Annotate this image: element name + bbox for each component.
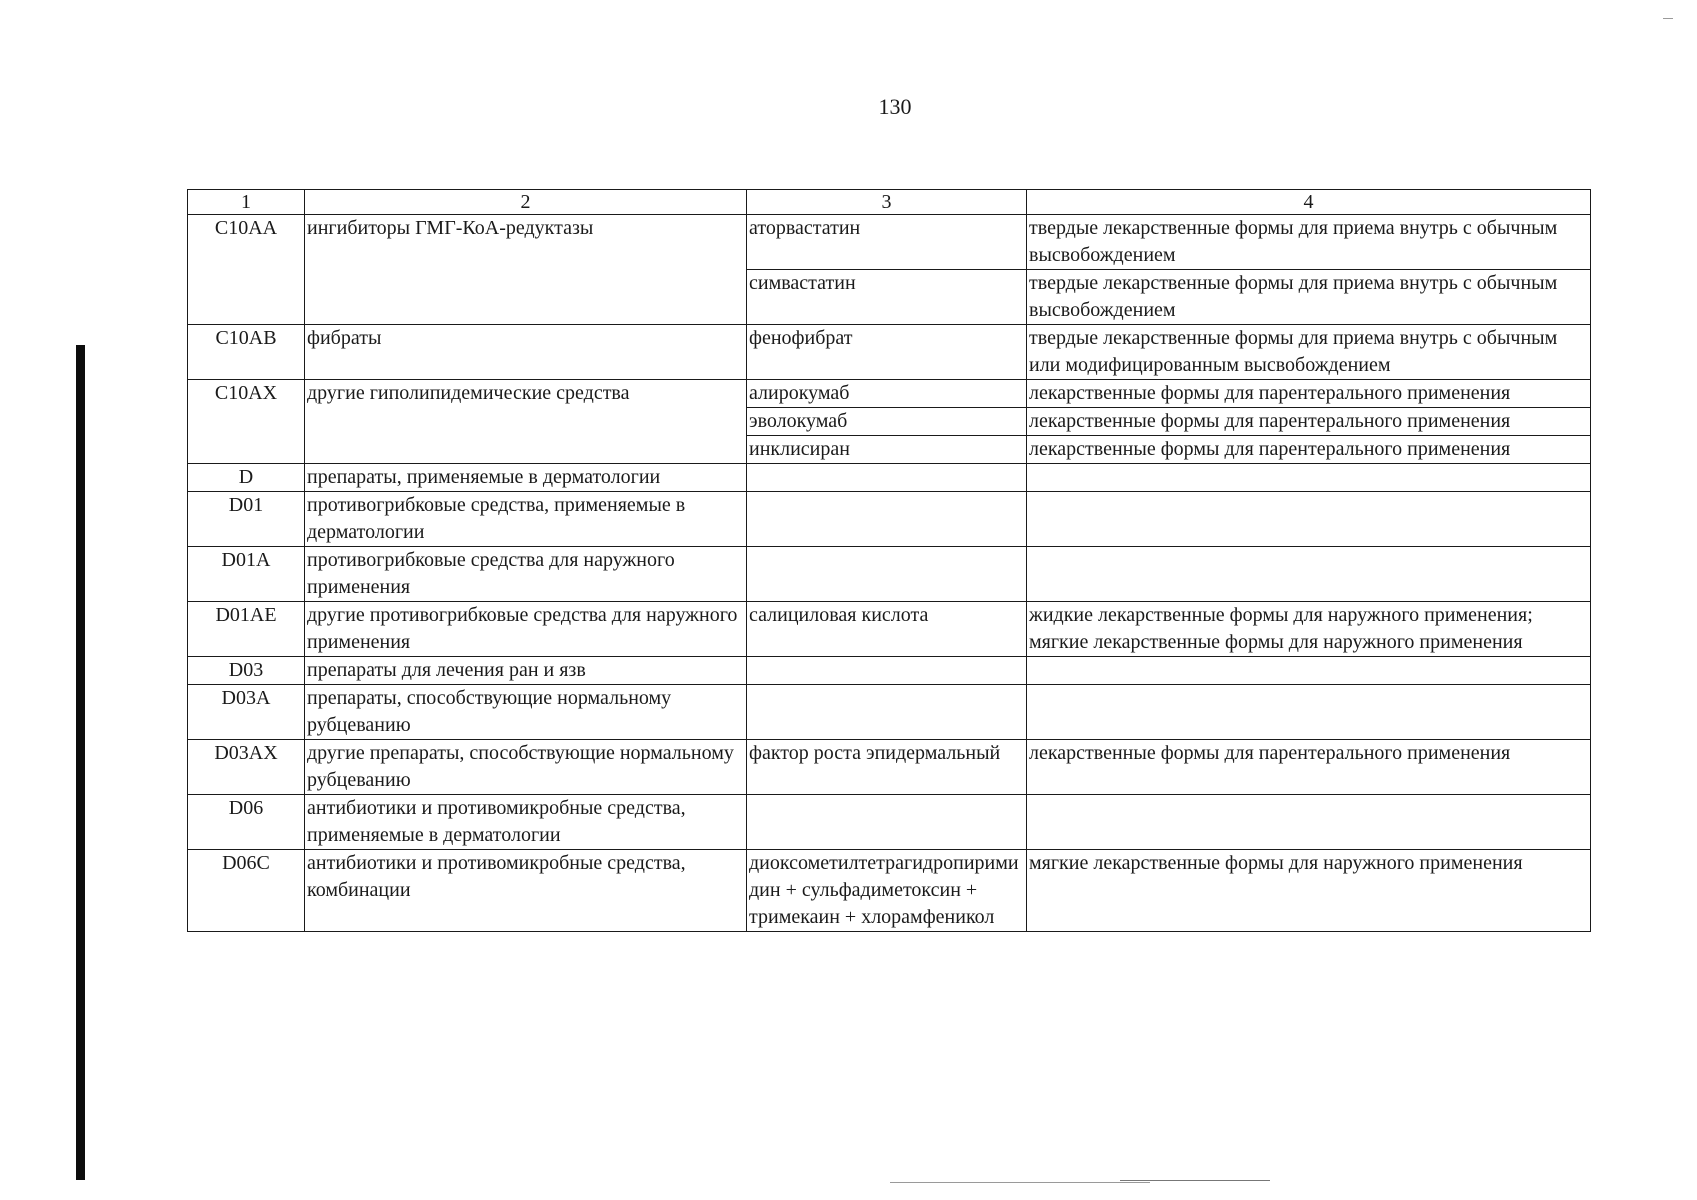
anatomical-therapeutic-group-cell: антибиотики и противомикробные средства, применяемые в дерматологии (305, 795, 747, 850)
drug-name-cell (747, 464, 1027, 492)
dosage-forms-cell (1027, 850, 1591, 932)
anatomical-therapeutic-group-cell: противогрибковые средства, применяемые в дерматологии (305, 492, 747, 547)
column-header: 1 (188, 190, 305, 215)
dosage-form-text: твердые лекарственные формы для приема внутрь с обычным высвобождением (1029, 217, 1558, 266)
drug-name-cell: симвастатин (747, 270, 1027, 325)
atc-code-cell: D01AE (188, 602, 305, 657)
atc-code-cell: D06 (188, 795, 305, 850)
anatomical-therapeutic-group-cell: другие гиполипидемические средства (305, 380, 747, 464)
dosage-form-text: твердые лекарственные формы для приема внутрь с обычным или модифицированным высвобождением (1029, 327, 1558, 376)
drug-name-cell (747, 547, 1027, 602)
scan-artifact (1120, 1180, 1270, 1181)
drug-name-cell: алирокумаб (747, 380, 1027, 408)
scan-artifact (890, 1182, 1150, 1183)
dosage-form-text: лекарственные формы для парентерального применения (1029, 382, 1511, 404)
drug-name-cell: инклисиран (747, 436, 1027, 464)
dosage-forms-cell (1027, 436, 1591, 464)
anatomical-therapeutic-group-cell: ингибиторы ГМГ-КоА-редуктазы (305, 215, 747, 325)
drug-name-cell: фенофибрат (747, 325, 1027, 380)
dosage-forms-cell (1027, 657, 1591, 685)
table-row (188, 380, 1591, 408)
table-row (188, 795, 1591, 850)
anatomical-therapeutic-group-cell: другие препараты, способствующие нормальному рубцеванию (305, 740, 747, 795)
atc-code-cell: C10AX (188, 380, 305, 464)
header-row (188, 190, 1591, 215)
dosage-form-text: мягкие лекарственные формы для наружного применения (1029, 852, 1523, 874)
dosage-form-text: лекарственные формы для парентерального применения (1029, 410, 1511, 432)
column-header: 2 (305, 190, 747, 215)
anatomical-therapeutic-group-cell: фибраты (305, 325, 747, 380)
atc-code-cell: C10AB (188, 325, 305, 380)
atc-code-cell: D03 (188, 657, 305, 685)
table-row (188, 657, 1591, 685)
anatomical-therapeutic-group-cell: антибиотики и противомикробные средства, комбинации (305, 850, 747, 932)
atc-code-cell: D (188, 464, 305, 492)
table-row (188, 602, 1591, 657)
dosage-forms-cell (1027, 215, 1591, 270)
dosage-form-text: лекарственные формы для парентерального применения (1029, 438, 1511, 460)
drug-name-cell: диоксометилтетрагидропиримидин + сульфадиметоксин + тримекаин + хлорамфеникол (747, 850, 1027, 932)
dosage-forms-cell (1027, 740, 1591, 795)
dosage-forms-cell (1027, 685, 1591, 740)
atc-code-cell: D03AX (188, 740, 305, 795)
table-row (188, 464, 1591, 492)
table-row (188, 740, 1591, 795)
dosage-forms-cell (1027, 492, 1591, 547)
drug-name-cell: салициловая кислота (747, 602, 1027, 657)
drug-name-cell (747, 492, 1027, 547)
drug-name-cell: аторвастатин (747, 215, 1027, 270)
table-body (188, 215, 1591, 932)
table-row (188, 547, 1591, 602)
dosage-forms-cell (1027, 795, 1591, 850)
dosage-forms-cell (1027, 325, 1591, 380)
anatomical-therapeutic-group-cell: препараты, способствующие нормальному рубцеванию (305, 685, 747, 740)
atc-code-cell: D01 (188, 492, 305, 547)
anatomical-therapeutic-group-cell: другие противогрибковые средства для наружного применения (305, 602, 747, 657)
dosage-forms-cell (1027, 408, 1591, 436)
dosage-forms-cell (1027, 602, 1591, 657)
dosage-forms-cell (1027, 464, 1591, 492)
atc-code-cell: D03A (188, 685, 305, 740)
dosage-form-text: жидкие лекарственные формы для наружного применения; (1029, 604, 1533, 626)
table-row (188, 850, 1591, 932)
dosage-form-text: лекарственные формы для парентерального применения (1029, 742, 1511, 764)
drug-name-cell: фактор роста эпидермальный (747, 740, 1027, 795)
table-row (188, 215, 1591, 270)
scan-artifact (1663, 18, 1673, 19)
table-row (188, 325, 1591, 380)
anatomical-therapeutic-group-cell: противогрибковые средства для наружного применения (305, 547, 747, 602)
atc-code-cell: D01A (188, 547, 305, 602)
anatomical-therapeutic-group-cell: препараты, применяемые в дерматологии (305, 464, 747, 492)
table-header (188, 190, 1591, 215)
column-header: 3 (747, 190, 1027, 215)
dosage-forms-cell (1027, 380, 1591, 408)
dosage-forms-cell (1027, 270, 1591, 325)
drug-name-cell (747, 685, 1027, 740)
atc-code-cell: D06C (188, 850, 305, 932)
drug-name-cell (747, 657, 1027, 685)
drug-name-cell (747, 795, 1027, 850)
dosage-form-text: мягкие лекарственные формы для наружного применения (1029, 631, 1523, 653)
atc-code-cell: C10AA (188, 215, 305, 325)
dosage-form-text: твердые лекарственные формы для приема внутрь с обычным высвобождением (1029, 272, 1558, 321)
column-header: 4 (1027, 190, 1591, 215)
dosage-forms-cell (1027, 547, 1591, 602)
drug-classification-table (187, 189, 1591, 932)
table-row (188, 492, 1591, 547)
scan-binding-edge (76, 345, 85, 1180)
drug-name-cell: эволокумаб (747, 408, 1027, 436)
page-number: 130 (878, 94, 912, 119)
anatomical-therapeutic-group-cell: препараты для лечения ран и язв (305, 657, 747, 685)
table-row (188, 685, 1591, 740)
